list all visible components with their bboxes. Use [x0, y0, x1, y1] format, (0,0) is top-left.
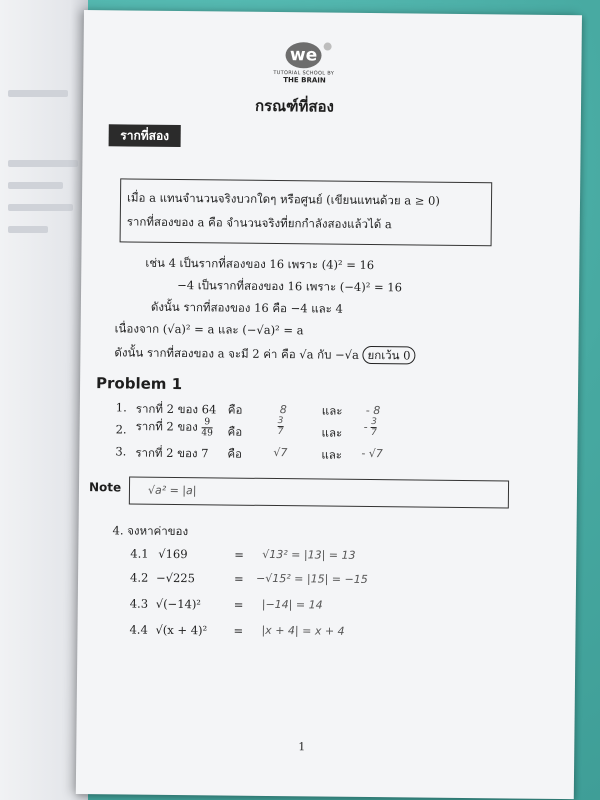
q4-row-number: 4.3	[129, 596, 149, 611]
page-number: 1	[298, 740, 306, 754]
fraction	[201, 417, 213, 438]
problem-item-text	[136, 417, 214, 439]
answer-sign: -	[363, 420, 368, 434]
q4-row-handwritten-work: |−14| = 14	[261, 597, 323, 612]
left-page	[0, 0, 88, 800]
fraction	[278, 416, 284, 437]
q4-row-handwritten-work: √13² = |13| = 13	[262, 547, 356, 562]
q4-row-number: 4.1	[130, 546, 149, 561]
q4-row-expression: √(x + 4)²	[155, 622, 208, 638]
problem-item-text: รากที่ 2 ของ 7	[135, 445, 209, 461]
example-line-4: เนื่องจาก (√a)² = a และ (−√a)² = a	[114, 321, 304, 338]
problem-item-number: 2.	[115, 422, 127, 437]
q4-row-equals: =	[233, 597, 244, 612]
handwritten-answer-1: √7	[273, 446, 288, 460]
worksheet-page	[76, 10, 582, 799]
note-box	[129, 476, 509, 508]
q4-row-handwritten-work: −√15² = |15| = −15	[255, 571, 368, 587]
problem-item-and: และ	[321, 425, 343, 440]
problem-item-and: และ	[321, 447, 343, 462]
logo-mark: we	[285, 42, 321, 68]
note-label: Note	[88, 480, 122, 495]
handwritten-answer-2: - 8	[365, 403, 381, 418]
left-page-faded-text	[8, 160, 78, 167]
problem-item-text-label: รากที่ 2 ของ	[135, 419, 198, 434]
fraction-numerator: 3	[371, 417, 377, 428]
q4-row-expression: √(−14)²	[155, 596, 202, 612]
page-title: กรณฑ์ที่สอง	[254, 96, 334, 116]
note-content: √a² = |a|	[147, 483, 197, 498]
circled-note: ยกเว้น 0	[362, 346, 415, 365]
problem-item-is: คือ	[227, 446, 243, 461]
section-label: รากที่สอง	[109, 124, 181, 147]
school-logo	[273, 42, 335, 85]
example-line-3: ดังนั้น รากที่สองของ 16 คือ −4 และ 4	[150, 299, 343, 316]
handwritten-answer-1	[278, 416, 284, 437]
q4-row-equals: =	[234, 547, 245, 562]
logo-brand: THE BRAIN	[283, 76, 326, 85]
problem-item-and: และ	[321, 403, 343, 418]
fraction-denominator: 7	[371, 428, 377, 439]
left-page-faded-text	[8, 226, 48, 233]
definition-line-2: รากที่สองของ a คือ จำนวนจริงที่ยกกำลังสองแล้วได้ a	[126, 214, 392, 232]
handwritten-answer-2: - √7	[361, 446, 383, 461]
fraction-numerator: 9	[201, 417, 213, 428]
definition-box	[120, 178, 493, 246]
q4-row-expression: √169	[158, 546, 188, 562]
problem-item-is: คือ	[227, 402, 243, 417]
logo-subtitle: TUTORIAL SCHOOL BY	[273, 69, 335, 77]
example-line-2: −4 เป็นรากที่สองของ 16 เพราะ (−4)² = 16	[177, 277, 403, 295]
q4-row-handwritten-work: |x + 4| = x + 4	[261, 623, 345, 638]
definition-line-1: เมื่อ a แทนจำนวนจริงบวกใดๆ หรือศูนย์ (เขียนแทนด้วย a ≥ 0)	[126, 190, 440, 208]
q4-row-number: 4.4	[129, 622, 148, 637]
problem-item-text: รากที่ 2 ของ 64	[135, 401, 217, 417]
left-page-faded-text	[8, 204, 73, 211]
problem-item-is: คือ	[227, 424, 243, 439]
problem-item-number: 1.	[115, 400, 127, 415]
q4-row-expression: −√225	[155, 570, 196, 586]
problem-item-number: 3.	[115, 444, 127, 459]
example-line-5	[114, 344, 415, 365]
fraction-denominator: 49	[201, 428, 213, 439]
left-page-faded-text	[8, 182, 63, 189]
fraction-denominator: 7	[277, 427, 284, 438]
q4-row-number: 4.2	[129, 570, 149, 585]
logo-dot	[324, 43, 332, 51]
handwritten-answer-1: 8	[279, 403, 287, 417]
q4-row-equals: =	[233, 623, 244, 638]
problem-title: Problem 1	[95, 374, 183, 394]
fraction	[371, 417, 377, 438]
handwritten-answer-2	[364, 417, 377, 438]
example-line-1: เช่น 4 เป็นรากที่สองของ 16 เพราะ (4)² = 16	[145, 255, 375, 273]
example-line-5-text: ดังนั้น รากที่สองของ a จะมี 2 ค่า คือ √a กับ −√a	[114, 345, 359, 362]
question-4-title: 4. จงหาค่าของ	[112, 523, 189, 539]
q4-row-equals: =	[233, 571, 244, 586]
left-page-faded-text	[8, 90, 68, 97]
fraction-numerator: 3	[277, 416, 284, 427]
